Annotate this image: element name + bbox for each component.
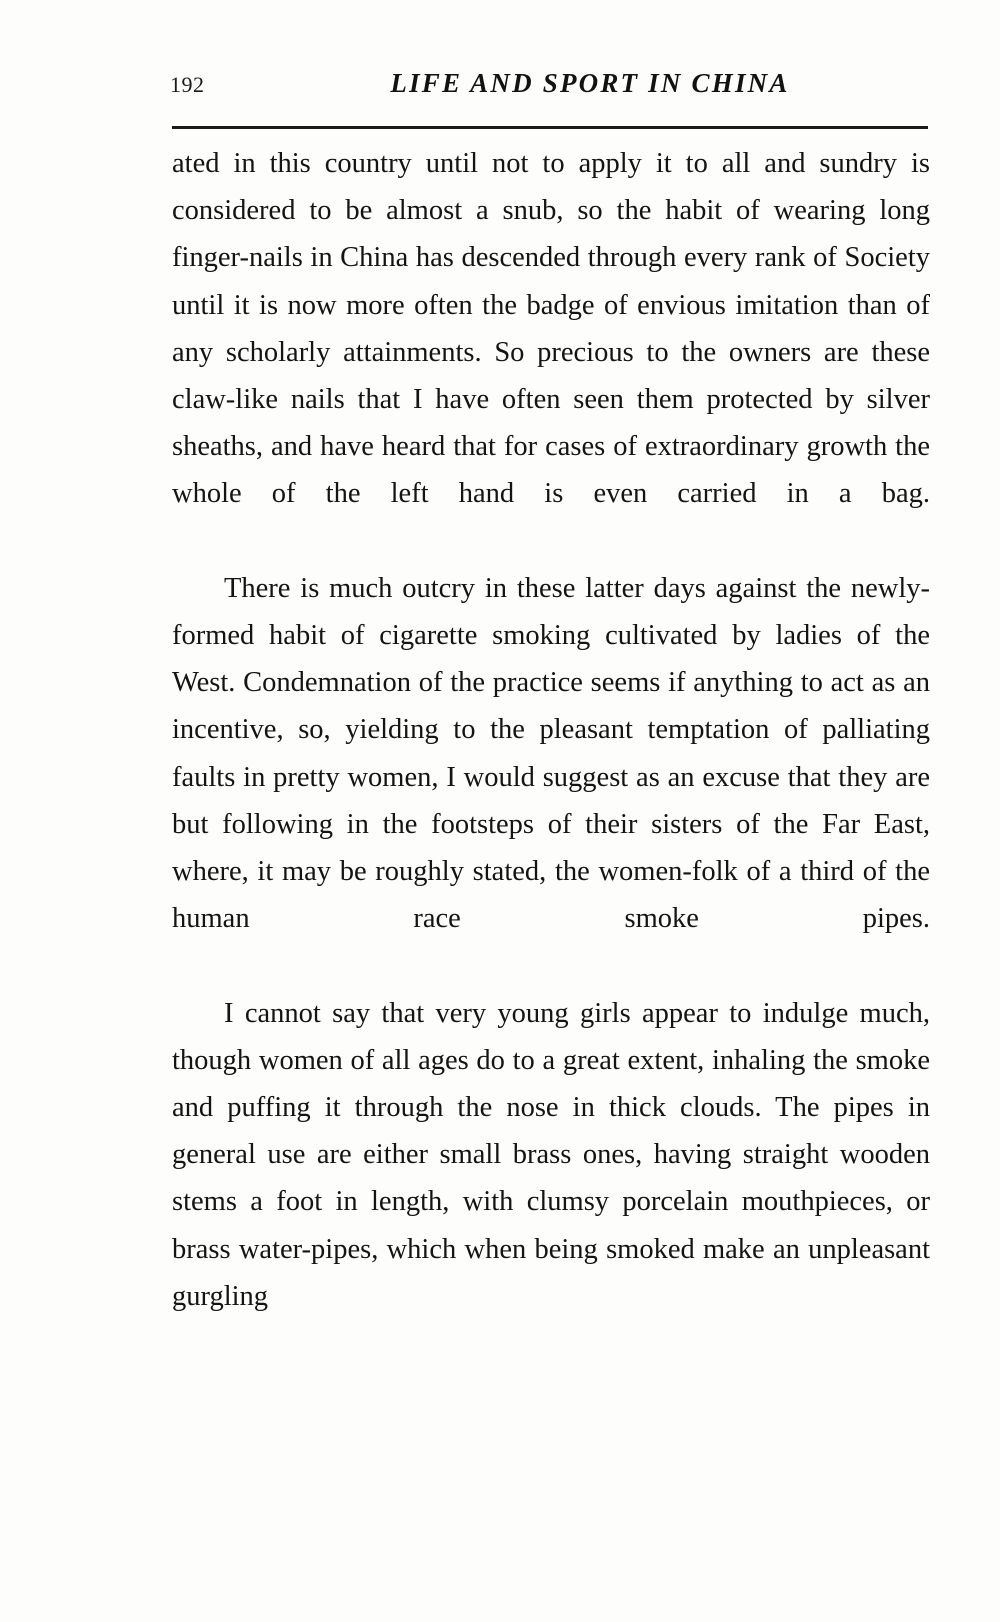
page-header [170,68,930,112]
running-title: LIFE AND SPORT IN CHINA [390,68,790,98]
body-text [172,140,930,1367]
paragraph: ated in this country until not to apply it to all and sundry is considered to be almost a snub, so the habit of wearing long finger-nails in China has descended through every rank of Society until it is now more often the badge of envious imitation than of any scholarly attainments. So precious to the owners are these claw-like nails that I have often seen them protected by silver sheaths, and have heard that for cases of extraordinary growth the whole of the left hand is even carried in a bag. [172,148,930,510]
page-number: 192 [170,72,205,97]
paragraph: I cannot say that very young girls appear to indulge much, though women of all ages do to a great extent, inhaling the smoke and puffing it through the nose in thick clouds. The pipes in general use are either small brass ones, having straight wooden stems a foot in length, with clumsy porcelain mouthpieces, or brass water-pipes, which when being smoked make an unpleasant gurgling [172,997,930,1312]
header-rule [172,126,928,129]
paragraph: There is much outcry in these latter days against the newly-formed habit of cigarette smoking cultivated by ladies of the West. Condemnation of the practice seems if anything to act as an incentive, so, yielding to the pleasant temptation of palliating faults in pretty women, I would suggest as an excuse that they are but following in the footsteps of their sisters of the Far East, where, it may be roughly stated, the women-folk of a third of the human race smoke pipes. [172,572,930,935]
